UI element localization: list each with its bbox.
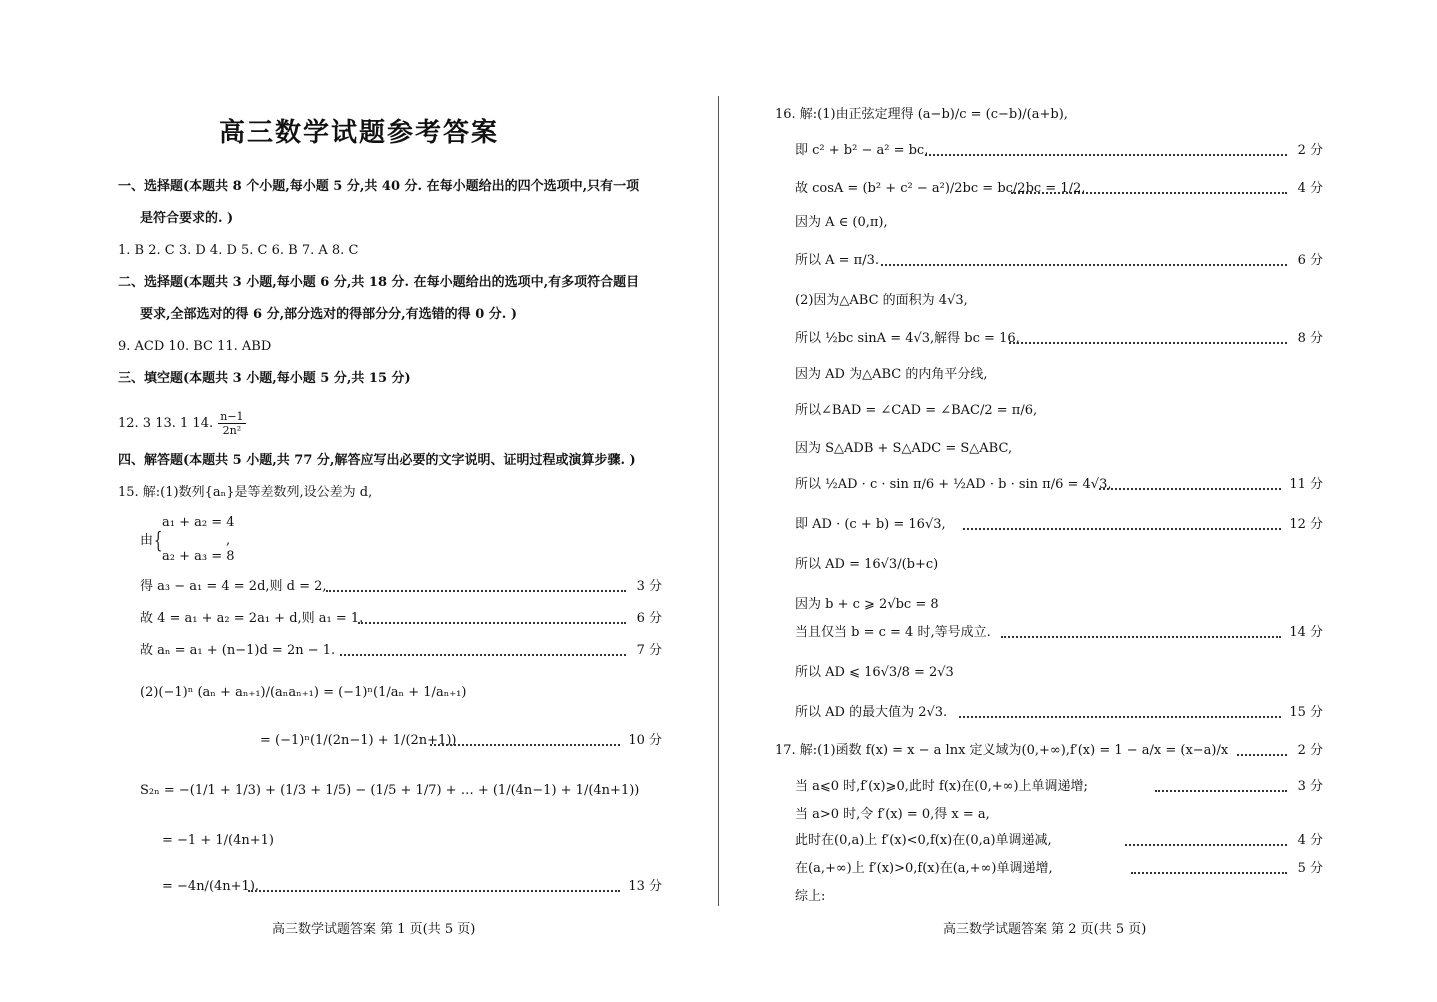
score-mark: 11 分 xyxy=(1289,477,1323,492)
q15-system-prefix: 由 xyxy=(140,533,154,548)
q17-line-5: 在(a,+∞)上 f′(x)>0,f(x)在(a,+∞)单调递增, xyxy=(795,861,1053,876)
leader-dots xyxy=(881,264,1287,266)
score-mark: 10 分 xyxy=(628,733,662,748)
q17-line-6: 综上: xyxy=(795,889,826,904)
q16-line-4: 因为 A ∈ (0,π), xyxy=(795,215,888,230)
q16-line-2: 即 c² + b² − a² = bc, xyxy=(795,143,929,158)
leader-dots xyxy=(963,528,1281,530)
section-1-answers: 1. B 2. C 3. D 4. D 5. C 6. B 7. A 8. C xyxy=(118,243,359,258)
section-1-heading-cont: 是符合要求的. ) xyxy=(140,211,234,226)
q16-line-16: 所以 AD ⩽ 16√3/8 = 2√3 xyxy=(795,665,954,680)
section-1-heading: 一、选择题(本题共 8 个小题,每小题 5 分,共 40 分. 在每小题给出的四个选项中,只有一项 xyxy=(118,179,640,194)
section-2-heading-cont: 要求,全部选对的得 6 分,部分选对的得部分分,有选错的得 0 分. ) xyxy=(140,307,517,322)
leader-dots xyxy=(1155,790,1287,792)
q15-system-eq-1: a₁ + a₂ = 4 xyxy=(162,515,235,530)
leader-dots xyxy=(248,890,620,892)
score-mark: 2 分 xyxy=(1297,743,1323,758)
q17-line-1: 17. 解:(1)函数 f(x) = x − a lnx 定义域为(0,+∞),f′(x) = 1 − a/x = (x−a)/x xyxy=(775,743,1229,758)
leader-dots xyxy=(326,590,626,592)
fraction-denominator: 2n² xyxy=(222,424,242,437)
q15-line-9: = −1 + 1/(4n+1) xyxy=(162,833,274,848)
fraction-numerator: n−1 xyxy=(220,410,244,423)
page-title: 高三数学试题参考答案 xyxy=(218,118,499,148)
section-3-answers xyxy=(118,410,247,437)
leader-dots xyxy=(1131,872,1287,874)
leader-dots xyxy=(1001,636,1281,638)
score-mark: 7 分 xyxy=(636,643,662,658)
score-mark: 8 分 xyxy=(1297,331,1323,346)
leader-dots xyxy=(358,622,626,624)
q16-line-11: 所以 ½AD · c · sin π/6 + ½AD · b · sin π/6 = 4√3, xyxy=(795,477,1112,492)
section-3-heading: 三、填空题(本题共 3 小题,每小题 5 分,共 15 分) xyxy=(118,371,411,386)
leader-dots xyxy=(1125,844,1287,846)
score-mark: 4 分 xyxy=(1297,181,1323,196)
score-mark: 6 分 xyxy=(636,611,662,626)
section-2-answers: 9. ACD 10. BC 11. ABD xyxy=(118,339,272,354)
section-2-heading: 二、选择题(本题共 3 小题,每小题 6 分,共 18 分. 在每小题给出的选项中,有多项符合题目 xyxy=(118,275,640,290)
leader-dots xyxy=(1237,754,1287,756)
q16-line-10: 因为 S△ADB + S△ADC = S△ABC, xyxy=(795,441,1013,456)
leader-dots xyxy=(1009,342,1287,344)
q15-system-eq-2: a₂ + a₃ = 8 xyxy=(162,549,235,564)
score-mark: 3 分 xyxy=(636,579,662,594)
page-footer: 高三数学试题答案 第 2 页(共 5 页) xyxy=(943,922,1147,937)
page-2 xyxy=(719,0,1437,1002)
q15-line-7: = (−1)ⁿ(1/(2n−1) + 1/(2n+1)) xyxy=(260,733,457,748)
q15-line-4: 故 4 = a₁ + a₂ = 2a₁ + d,则 a₁ = 1. xyxy=(140,611,364,626)
section-3-answers-text: 12. 3 13. 1 14. xyxy=(118,416,214,431)
page-1 xyxy=(0,0,718,1002)
q16-line-7: 所以 ½bc sinA = 4√3,解得 bc = 16, xyxy=(795,331,1020,346)
page-footer: 高三数学试题答案 第 1 页(共 5 页) xyxy=(272,922,476,937)
q15-line-3: 得 a₃ − a₁ = 4 = 2d,则 d = 2, xyxy=(140,579,327,594)
score-mark: 4 分 xyxy=(1297,833,1323,848)
q16-line-8: 因为 AD 为△ABC 的内角平分线, xyxy=(795,367,988,382)
q16-line-5: 所以 A = π/3. xyxy=(795,253,880,268)
leader-dots xyxy=(1099,488,1281,490)
score-mark: 14 分 xyxy=(1289,625,1323,640)
q16-line-15: 当且仅当 b = c = 4 时,等号成立. xyxy=(795,625,991,640)
leader-dots xyxy=(340,654,626,656)
q16-line-6: (2)因为△ABC 的面积为 4√3, xyxy=(795,293,968,308)
score-mark: 5 分 xyxy=(1297,861,1323,876)
q16-line-12: 即 AD · (c + b) = 16√3, xyxy=(795,517,946,532)
q17-line-2: 当 a⩽0 时,f′(x)⩾0,此时 f(x)在(0,+∞)上单调递增; xyxy=(795,779,1088,794)
score-mark: 6 分 xyxy=(1297,253,1323,268)
q15-line-8: S₂ₙ = −(1/1 + 1/3) + (1/3 + 1/5) − (1/5 + 1/7) + … + (1/(4n−1) + 1/(4n+1)) xyxy=(140,783,640,798)
q17-line-3: 当 a>0 时,令 f′(x) = 0,得 x = a, xyxy=(795,807,990,822)
q16-line-13: 所以 AD = 16√3/(b+c) xyxy=(795,557,939,572)
section-4-heading: 四、解答题(本题共 5 小题,共 77 分,解答应写出必要的文字说明、证明过程或演算步骤. ) xyxy=(118,453,636,468)
q16-line-14: 因为 b + c ⩾ 2√bc = 8 xyxy=(795,597,939,612)
score-mark: 2 分 xyxy=(1297,143,1323,158)
q16-line-17: 所以 AD 的最大值为 2√3. xyxy=(795,705,948,720)
q15-line-6: (2)(−1)ⁿ (aₙ + aₙ₊₁)/(aₙaₙ₊₁) = (−1)ⁿ(1/aₙ + 1/aₙ₊₁) xyxy=(140,685,467,700)
q15-system-comma: , xyxy=(226,533,231,548)
q17-line-4: 此时在(0,a)上 f′(x)<0,f(x)在(0,a)单调递减, xyxy=(795,833,1052,848)
score-mark: 15 分 xyxy=(1289,705,1323,720)
q16-line-1: 16. 解:(1)由正弦定理得 (a−b)/c = (c−b)/(a+b), xyxy=(775,107,1068,122)
score-mark: 12 分 xyxy=(1289,517,1323,532)
score-mark: 3 分 xyxy=(1297,779,1323,794)
q16-line-3: 故 cosA = (b² + c² − a²)/2bc = bc/2bc = 1/2, xyxy=(795,181,1086,196)
q16-line-9: 所以∠BAD = ∠CAD = ∠BAC/2 = π/6, xyxy=(795,403,1038,418)
brace-icon: { xyxy=(154,529,163,554)
leader-dots xyxy=(925,154,1287,156)
q15-line-1: 15. 解:(1)数列{aₙ}是等差数列,设公差为 d, xyxy=(118,485,373,500)
q15-line-5: 故 aₙ = a₁ + (n−1)d = 2n − 1. xyxy=(140,643,336,658)
score-mark: 13 分 xyxy=(628,879,662,894)
leader-dots xyxy=(959,716,1281,718)
leader-dots xyxy=(430,744,620,746)
leader-dots xyxy=(1011,192,1287,194)
answer-14-fraction xyxy=(218,410,245,437)
q15-line-10: = −4n/(4n+1). xyxy=(162,879,260,894)
